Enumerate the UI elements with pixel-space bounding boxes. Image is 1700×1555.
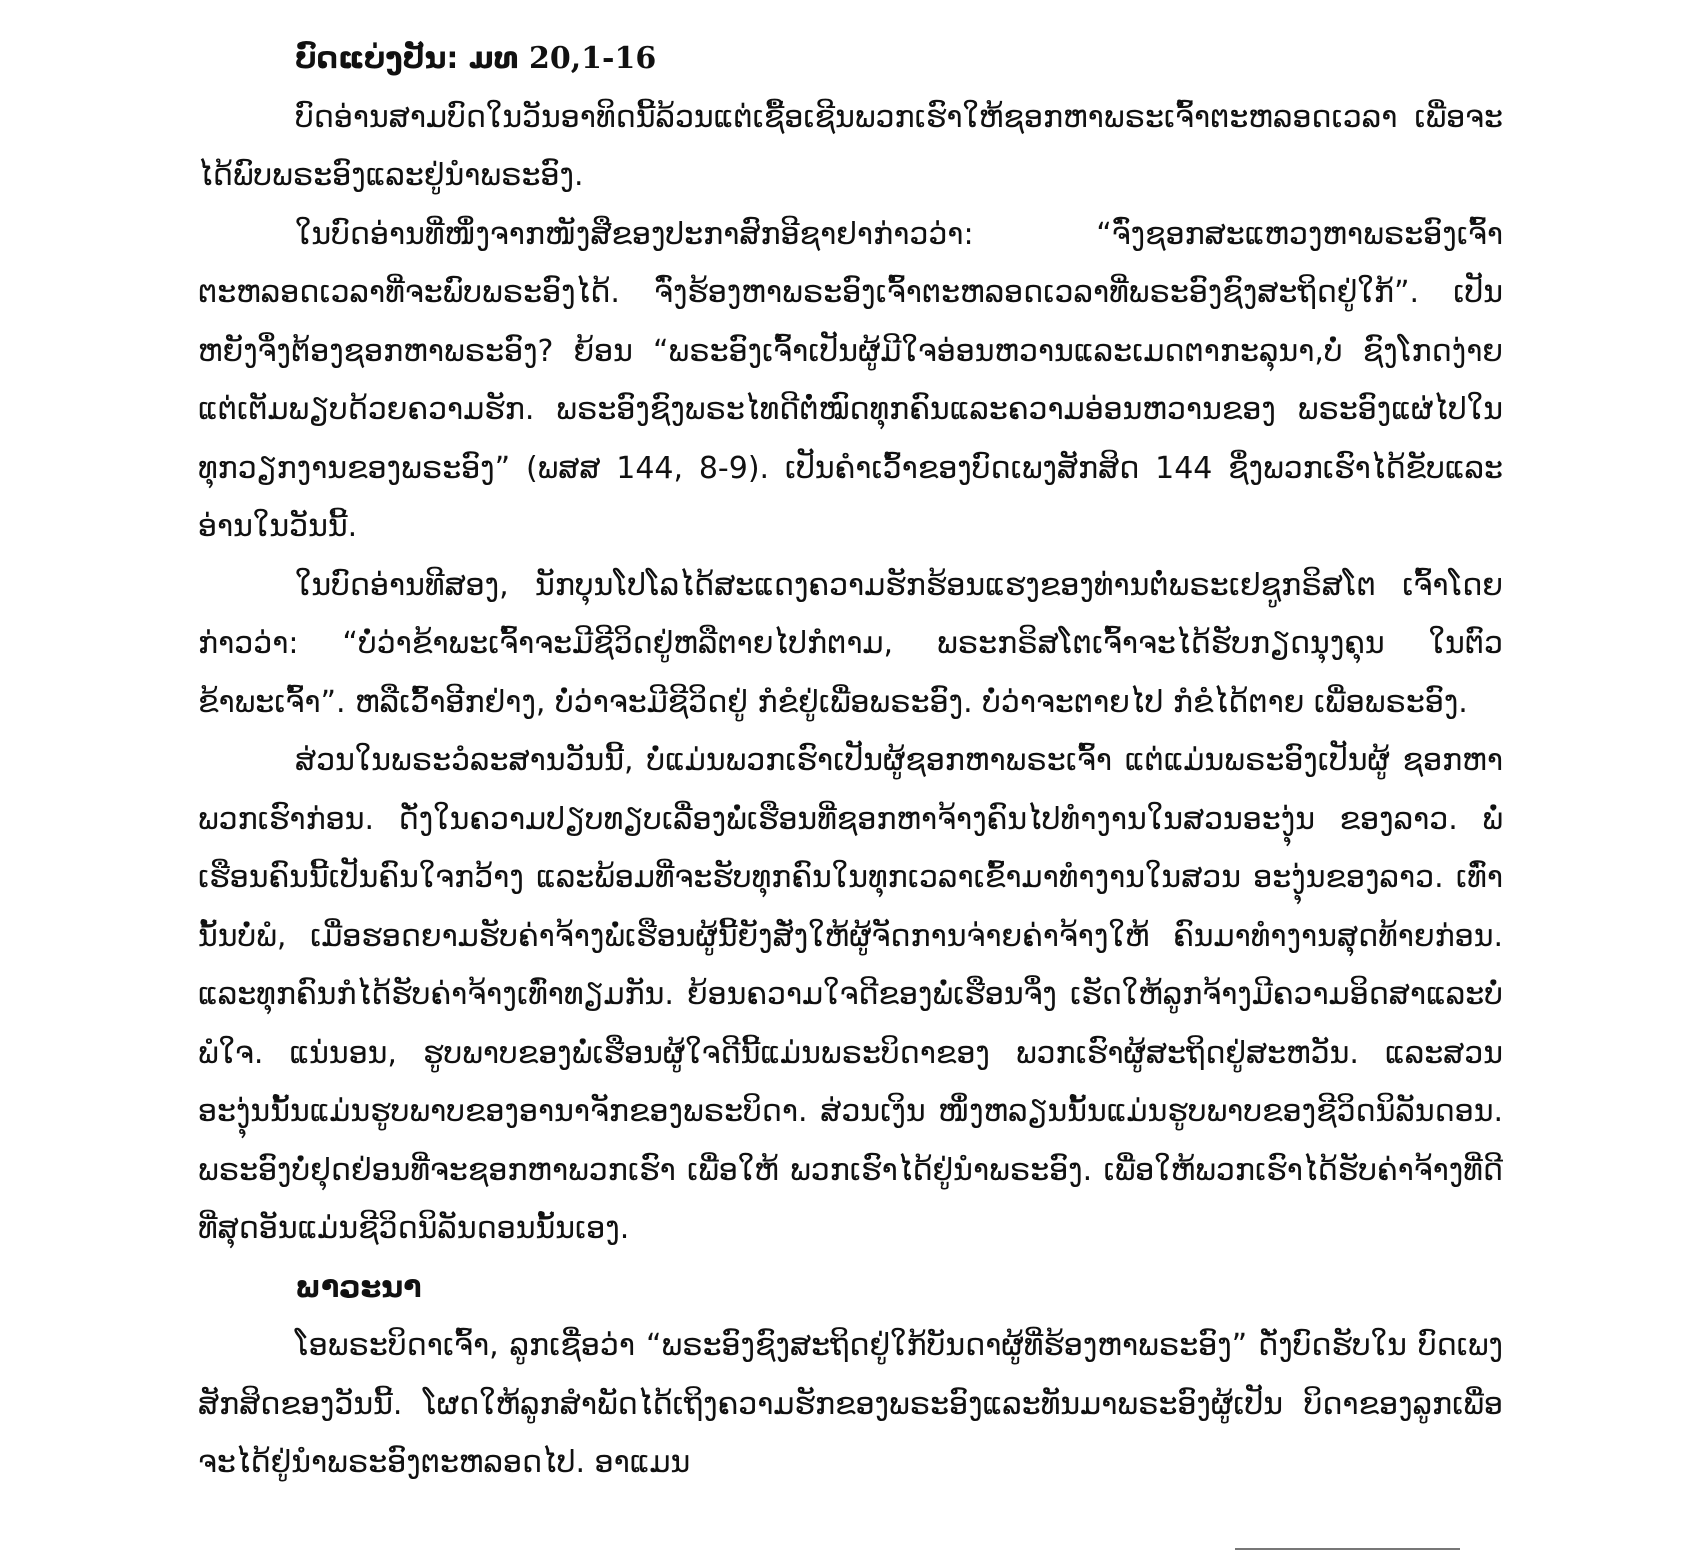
prayer-text: ໂອພຣະບິດາເຈົ້າ, ລູກເຊື່ອວ່າ “ພຣະອົງຊົງສະຖິດຢູ່ໃກ້ບັນດາຜູ້ທີ່ຮ້ອງຫາພຣະອົງ” ດັ່ງບົດຮັບໃນ ບົດເພງສັກສິດຂອງວັນນີ້. ໂຜດໃຫ້ລູກສຳພັດໄດ້ເຖິງຄວາມຮັກຂອງພຣະອົງແລະທັນມາພຣະອົງຜູ້ເປັນ ບິດາຂອງລູກເພື່ອຈະໄດ້ຢູ່ນຳພຣະອົງຕະຫລອດໄປ. ອາແມນ [198,1328,1503,1480]
prayer-heading: ພາວະນາ [295,1269,422,1305]
paragraph-intro: ບົດອ່ານສາມບົດໃນວັນອາທິດນີ້ລ້ວນແຕ່ເຊື້ອເຊີນພວກເຮົາໃຫ້ຊອກຫາພຣະເຈົ້າຕະຫລອດເວລາ ເພື່ອຈະໄດ້ພົບພຣະອົງແລະຢູ່ນຳພຣະອົງ. [198,99,1503,193]
scan-edge-mark [1235,1548,1460,1550]
title-text: ບົດແບ່ງປັນ: ມທ [295,41,519,76]
document-title [198,30,1503,89]
document-body [198,30,1503,1493]
scripture-reference: 20,1-16 [528,41,657,76]
paragraph-gospel: ສ່ວນໃນພຣະວໍລະສານວັນນີ້, ບໍ່ແມ່ນພວກເຮົາເປັນຜູ້ຊອກຫາພຣະເຈົ້າ ແຕ່ແມ່ນພຣະອົງເປັນຜູ້ ຊອກຫາພວກເຮົາກ່ອນ. ດັ່ງໃນຄວາມປຽບທຽບເລື່ອງພໍ່ເຮືອນທີ່ຊອກຫາຈ້າງຄົນໄປທຳງານໃນສວນອະງຸ່ນ ຂອງລາວ. ພໍ່ເຮືອນຄົນນີ້ເປັນຄົນໃຈກວ້າງ ແລະພ້ອມທີ່ຈະຮັບທຸກຄົນໃນທຸກເວລາເຂົ້າມາທຳງານໃນສວນ ອະງຸ່ນຂອງລາວ. ເທົ່ານັ້ນບໍ່ພໍ, ເມື່ອຮອດຍາມຮັບຄ່າຈ້າງພໍ່ເຮືອນຜູ້ນີ້ຍັງສັ່ງໃຫ້ຜູ້ຈັດການຈ່າຍຄ່າຈ້າງໃຫ້ ຄົນມາທຳງານສຸດທ້າຍກ່ອນ. ແລະທຸກຄົນກໍໄດ້ຮັບຄ່າຈ້າງເທົ່າທຽມກັນ. ຍ້ອນຄວາມໃຈດີຂອງພໍ່ເຮືອນຈຶ່ງ ເຮັດໃຫ້ລູກຈ້າງມີຄວາມອິດສາແລະບໍ່ພໍໃຈ. ແນ່ນອນ, ຮູບພາບຂອງພໍ່ເຮືອນຜູ້ໃຈດີນີ້ແມ່ນພຣະບິດາຂອງ ພວກເຮົາຜູ້ສະຖິດຢູ່ສະຫວັນ. ແລະສວນອະງຸ່ນນັ້ນແມ່ນຮູບພາບຂອງອານາຈັກຂອງພຣະບິດາ. ສ່ວນເງິນ ໜຶ່ງຫລຽນນັ້ນແມ່ນຮູບພາບຂອງຊີວິດນິລັນດອນ. ພຣະອົງບໍ່ຢຸດຢ່ອນທີ່ຈະຊອກຫາພວກເຮົາ ເພື່ອໃຫ້ ພວກເຮົາໄດ້ຢູ່ນຳພຣະອົງ. ເພື່ອໃຫ້ພວກເຮົາໄດ້ຮັບຄ່າຈ້າງທີ່ດີທີ່ສຸດອັນແມ່ນຊີວິດນິລັນດອນນັ້ນເອງ. [198,743,1503,1246]
paragraph-second-reading: ໃນບົດອ່ານທີສອງ, ນັກບຸນໂປໂລໄດ້ສະແດງຄວາມຮັກຮ້ອນແຮງຂອງທ່ານຕໍ່ພຣະເຢຊູກຣິສໂຕ ເຈົ້າໂດຍກ່າວວ່າ: “ບໍ່ວ່າຂ້າພະເຈົ້າຈະມີຊີວິດຢູ່ຫລືຕາຍໄປກໍຕາມ, ພຣະກຣິສໂຕເຈົ້າຈະໄດ້ຮັບກຽດນຸງຄຸນ ໃນຕົວຂ້າພະເຈົ້າ”. ຫລືເວົ້າອີກຢ່າງ, ບໍ່ວ່າຈະມີຊີວິດຢູ່ ກໍຂໍຢູ່ເພື່ອພຣະອົງ. ບໍ່ວ່າຈະຕາຍໄປ ກໍຂໍໄດ້ຕາຍ ເພື່ອພຣະອົງ. [198,567,1503,720]
paragraph-first-reading: ໃນບົດອ່ານທີ່ໜຶ່ງຈາກໜັງສືຂອງປະກາສົກອີຊາຢາກ່າວວ່າ: “ຈົ່ງຊອກສະແຫວງຫາພຣະອົງເຈົ້າ ຕະຫລອດເວລາທີ່ຈະພົບພຣະອົງໄດ້. ຈົ່ງຮ້ອງຫາພຣະອົງເຈົ້າຕະຫລອດເວລາທີ່ພຣະອົງຊົງສະຖິດຢູ່ໃກ້”. ເປັນຫຍັງຈຶ່ງຕ້ອງຊອກຫາພຣະອົງ? ຍ້ອນ “ພຣະອົງເຈົ້າເປັນຜູ້ມີໃຈອ່ອນຫວານແລະເມດຕາກະລຸນາ,ບໍ່ ຊົງໂກດງ່າຍ ແຕ່ເຕັມພຽບດ້ວຍຄວາມຮັກ. ພຣະອົງຊົງພຣະໄທດີຕໍ່ໝົດທຸກຄົນແລະຄວາມອ່ອນຫວານຂອງ ພຣະອົງແຜ່ໄປໃນທຸກວຽກງານຂອງພຣະອົງ” (ພສສ 144, 8-9). ເປັນຄຳເວົ້າຂອງບົດເພງສັກສິດ 144 ຊຶ່ງພວກເຮົາໄດ້ຂັບແລະອ່ານໃນວັນນີ້. [198,216,1503,544]
